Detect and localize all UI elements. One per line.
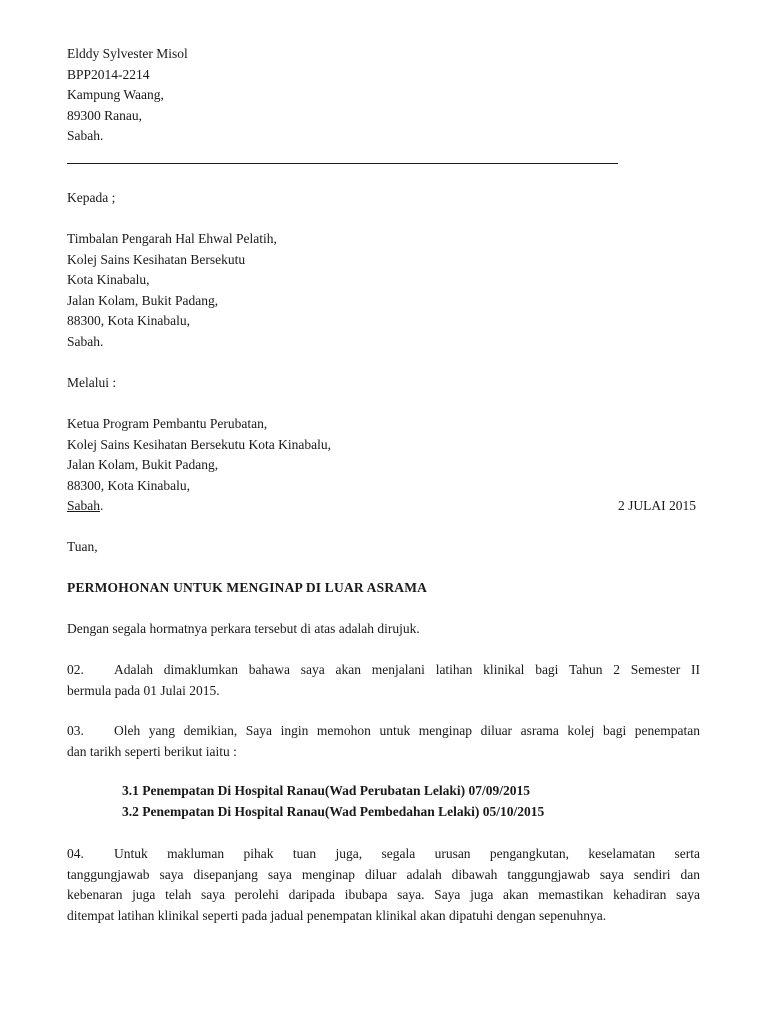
via-heading	[67, 373, 116, 394]
recipient-line: Jalan Kolam, Bukit Padang,	[67, 292, 219, 308]
paragraph-line: kebenaran juga telah saya perolehi daripada ibubapa saya. Saya juga akan memastikan kehadiran saya	[67, 887, 700, 902]
via-state-underlined: Sabah	[67, 498, 100, 513]
recipient-line: 88300, Kota Kinabalu,	[67, 313, 190, 328]
paragraph-text: Oleh yang demikian, Saya ingin memohon untuk menginap diluar asrama kolej bagi penempatan	[114, 723, 700, 738]
sender-name: Elddy Sylvester Misol	[67, 46, 188, 61]
paragraph-line	[67, 844, 700, 865]
salutation-text: Tuan,	[67, 539, 98, 554]
paragraph-number: 03.	[67, 723, 84, 738]
placement-item: 3.1 Penempatan Di Hospital Ranau(Wad Perubatan Lelaki) 07/09/2015	[122, 783, 531, 798]
intro-text: Dengan segala hormatnya perkara tersebut di atas adalah dirujuk.	[67, 621, 420, 636]
melalui-label: Melalui :	[67, 375, 117, 390]
via-line-last	[67, 496, 331, 517]
salutation	[67, 537, 98, 558]
paragraph-number: 04.	[67, 846, 84, 861]
via-line: Jalan Kolam, Bukit Padang,	[67, 457, 219, 472]
paragraph-02	[67, 660, 700, 701]
recipient-line: Kota Kinabalu,	[67, 272, 150, 287]
subject-heading	[67, 578, 427, 599]
recipient-address	[67, 229, 277, 352]
sender-address-line: Sabah.	[67, 128, 104, 143]
paragraph-line: dan tarikh seperti berikut iaitu :	[67, 743, 237, 759]
paragraph-line: tanggungjawab saya disepanjang saya menginap diluar adalah dibawah tanggungjawab saya sendiri dan	[67, 866, 700, 882]
recipient-heading	[67, 188, 115, 209]
placement-list	[122, 781, 544, 822]
paragraph-03	[67, 721, 700, 762]
sender-address-line: 89300 Ranau,	[67, 107, 142, 123]
via-state-suffix: .	[100, 498, 104, 513]
paragraph-line	[67, 721, 700, 742]
via-line: Kolej Sains Kesihatan Bersekutu Kota Kinabalu,	[67, 436, 331, 452]
letter-date: 2 JULAI 2015	[618, 498, 696, 513]
kepada-label: Kepada ;	[67, 190, 116, 205]
paragraph-04	[67, 844, 700, 926]
sender-address	[67, 44, 188, 147]
paragraph-text: Untuk makluman pihak tuan juga, segala urusan pengangkutan, keselamatan serta	[114, 846, 700, 861]
sender-id: BPP2014-2214	[67, 66, 150, 82]
paragraph-line: bermula pada 01 Julai 2015.	[67, 682, 220, 698]
paragraph-text: Adalah dimaklumkan bahawa saya akan menjalani latihan klinikal bagi Tahun 2 Semester II	[114, 662, 700, 677]
via-line: 88300, Kota Kinabalu,	[67, 477, 190, 493]
recipient-line: Timbalan Pengarah Hal Ehwal Pelatih,	[67, 231, 277, 246]
via-address	[67, 414, 331, 517]
intro-paragraph	[67, 619, 420, 640]
paragraph-line	[67, 660, 700, 681]
placement-item: 3.2 Penempatan Di Hospital Ranau(Wad Pembedahan Lelaki) 05/10/2015	[122, 803, 545, 819]
sender-address-line: Kampung Waang,	[67, 87, 164, 102]
via-line: Ketua Program Pembantu Perubatan,	[67, 416, 268, 431]
paragraph-number: 02.	[67, 662, 84, 677]
recipient-line: Kolej Sains Kesihatan Bersekutu	[67, 251, 246, 267]
recipient-line: Sabah.	[67, 333, 104, 349]
subject-text: PERMOHONAN UNTUK MENGINAP DI LUAR ASRAMA	[67, 580, 428, 595]
header-divider	[67, 163, 618, 164]
paragraph-line: ditempat latihan klinikal seperti pada jadual penempatan klinikal akan dipatuhi dengan sepenuhnya.	[67, 907, 607, 923]
